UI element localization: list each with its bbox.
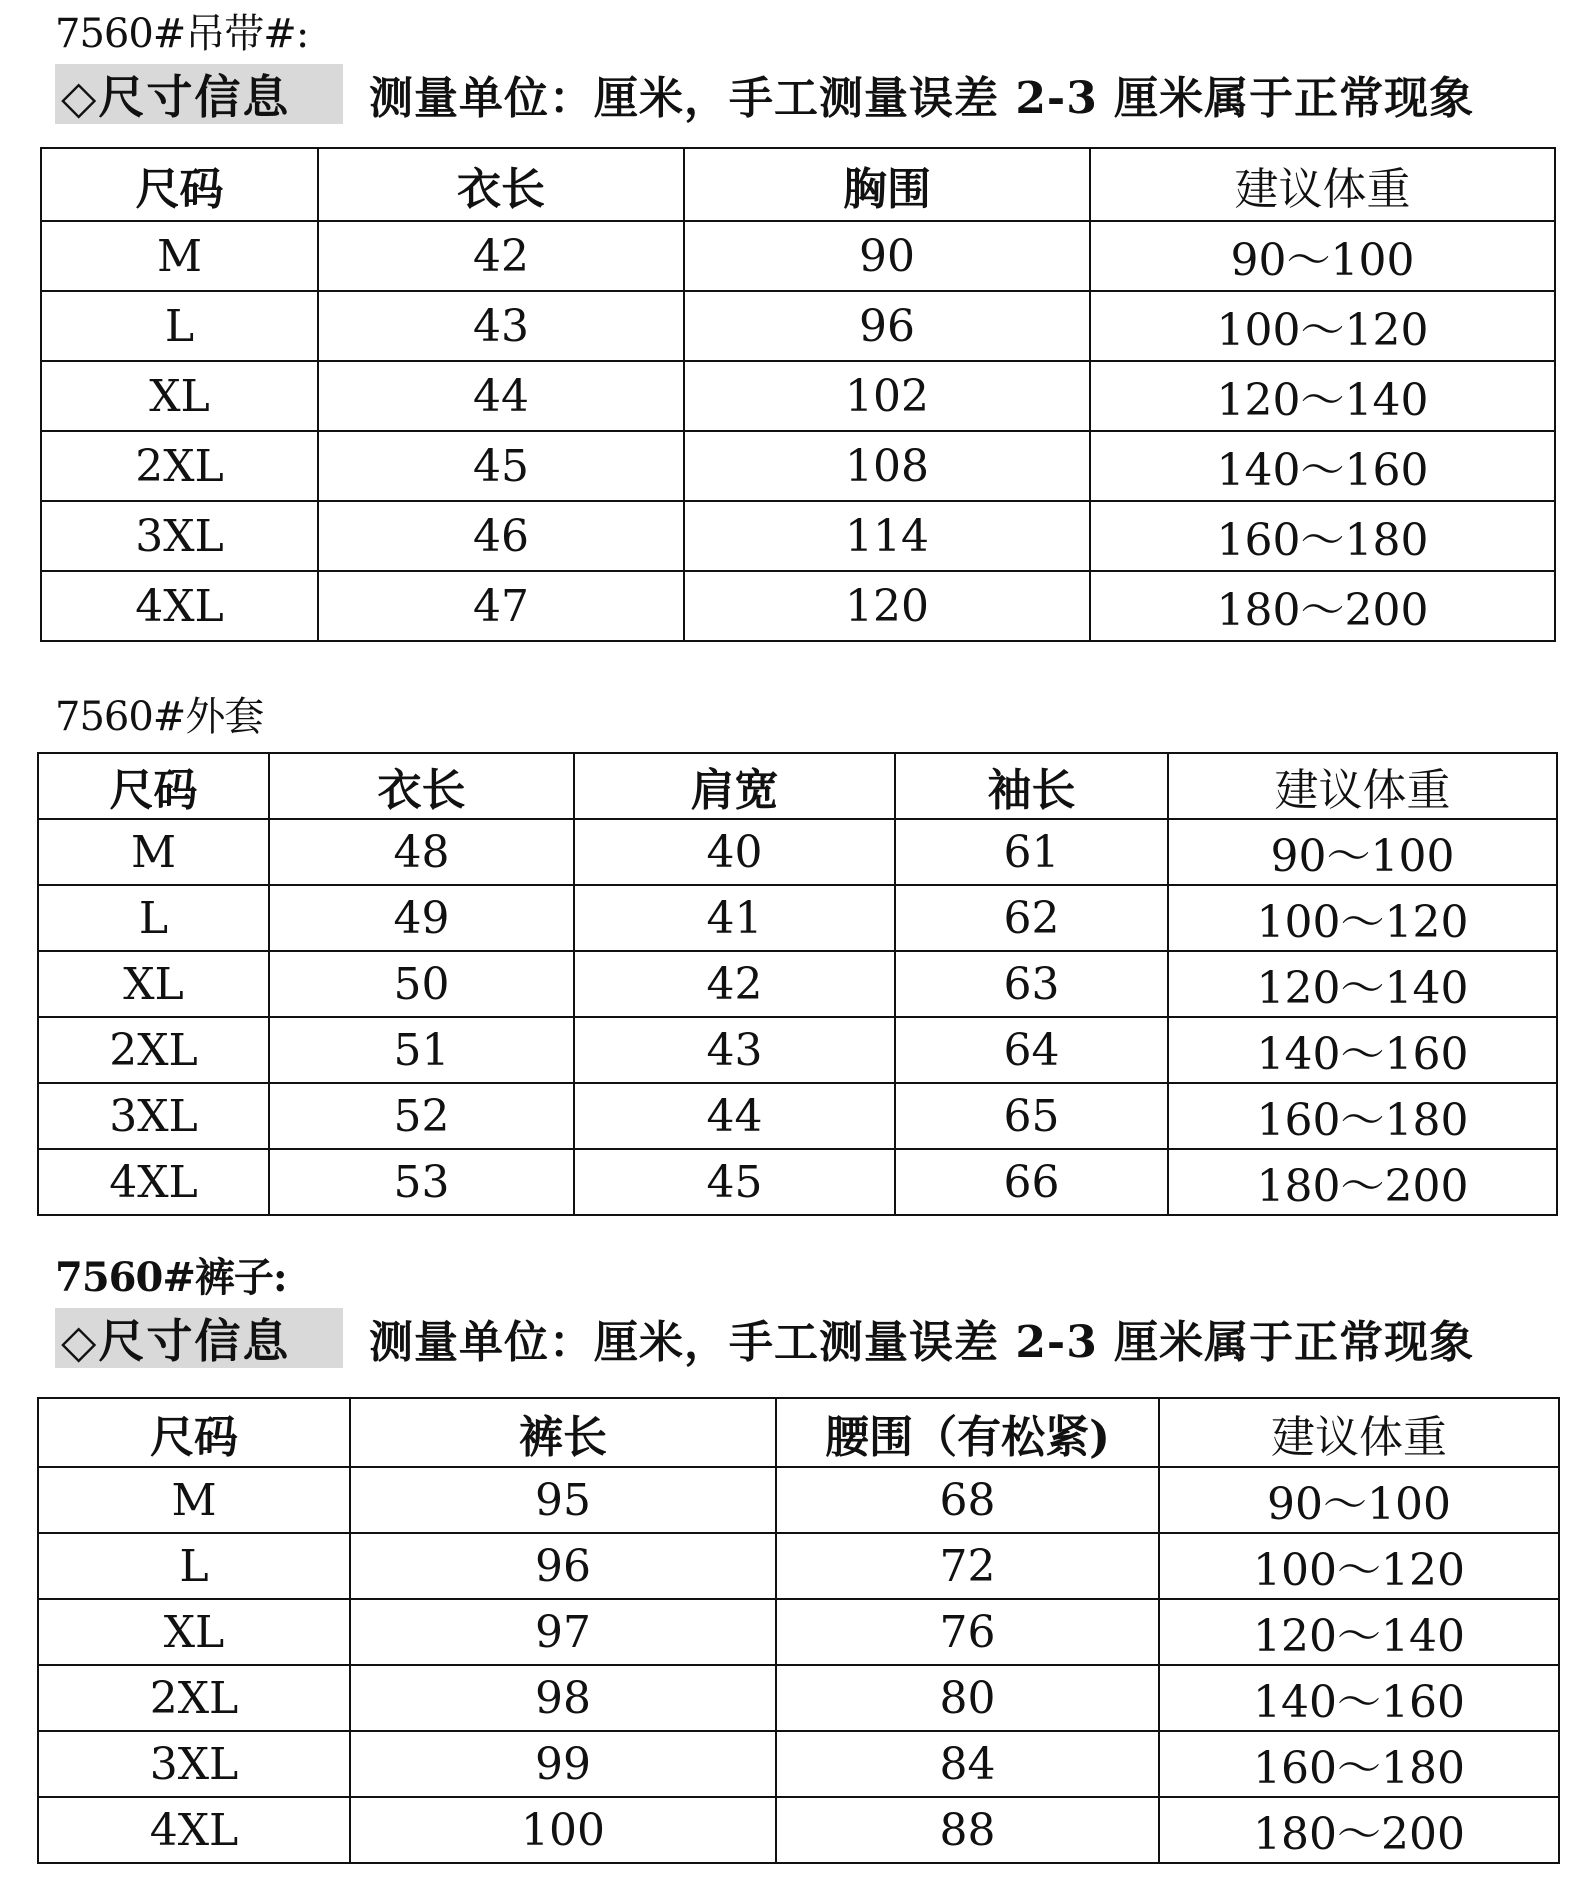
table-cell: 44 <box>574 1083 895 1149</box>
table-cell: 76 <box>776 1599 1159 1665</box>
table-header-row <box>41 148 1555 221</box>
table-cell: 160～180 <box>1159 1731 1559 1797</box>
table-row <box>41 571 1555 641</box>
table-row <box>38 885 1557 951</box>
size-cell: L <box>38 885 269 951</box>
table-cell: 160～180 <box>1090 501 1555 571</box>
table-cell: 100～120 <box>1090 291 1555 361</box>
size-cell: 4XL <box>38 1149 269 1215</box>
table-row <box>38 1533 1559 1599</box>
size-cell: 2XL <box>38 1017 269 1083</box>
column-header: 建议体重 <box>1159 1398 1559 1467</box>
table-cell: 96 <box>350 1533 776 1599</box>
table-cell: 97 <box>350 1599 776 1665</box>
table-cell: 96 <box>684 291 1090 361</box>
table-header-row <box>38 753 1557 819</box>
size-cell: 3XL <box>38 1731 350 1797</box>
size-table-pants <box>37 1397 1560 1864</box>
column-header: 尺码 <box>38 753 269 819</box>
table-cell: 63 <box>895 951 1168 1017</box>
table-cell: 140～160 <box>1168 1017 1557 1083</box>
table-cell: 108 <box>684 431 1090 501</box>
table-cell: 40 <box>574 819 895 885</box>
table-row <box>38 1083 1557 1149</box>
table-cell: 99 <box>350 1731 776 1797</box>
size-cell: 2XL <box>41 431 318 501</box>
table-cell: 80 <box>776 1665 1159 1731</box>
size-cell: M <box>41 221 318 291</box>
table-row <box>38 951 1557 1017</box>
table-cell: 53 <box>269 1149 574 1215</box>
table-cell: 120～140 <box>1168 951 1557 1017</box>
table-cell: 61 <box>895 819 1168 885</box>
table-cell: 48 <box>269 819 574 885</box>
table-cell: 140～160 <box>1090 431 1555 501</box>
column-header: 尺码 <box>41 148 318 221</box>
column-header: 建议体重 <box>1168 753 1557 819</box>
size-cell: L <box>41 291 318 361</box>
table-row <box>38 1665 1559 1731</box>
table-cell: 66 <box>895 1149 1168 1215</box>
size-cell: XL <box>38 1599 350 1665</box>
table-cell: 65 <box>895 1083 1168 1149</box>
section-2-title: 7560#外套 <box>55 694 264 740</box>
section-1-info-note: 测量单位：厘米，手工测量误差 2-3 厘米属于正常现象 <box>369 73 1475 124</box>
table-cell: 45 <box>318 431 684 501</box>
table-cell: 98 <box>350 1665 776 1731</box>
size-cell: L <box>38 1533 350 1599</box>
size-cell: 3XL <box>38 1083 269 1149</box>
size-cell: 4XL <box>38 1797 350 1863</box>
table-cell: 72 <box>776 1533 1159 1599</box>
table-cell: 102 <box>684 361 1090 431</box>
size-cell: M <box>38 1467 350 1533</box>
table-cell: 68 <box>776 1467 1159 1533</box>
section-3-info-row <box>55 1308 1474 1368</box>
table-cell: 52 <box>269 1083 574 1149</box>
table-cell: 43 <box>574 1017 895 1083</box>
table-row <box>38 1017 1557 1083</box>
size-cell: 4XL <box>41 571 318 641</box>
table-row <box>38 1599 1559 1665</box>
size-table-jacket <box>37 752 1558 1216</box>
table-row <box>41 361 1555 431</box>
table-row <box>41 291 1555 361</box>
table-row <box>38 819 1557 885</box>
size-cell: XL <box>41 361 318 431</box>
table-cell: 46 <box>318 501 684 571</box>
table-cell: 41 <box>574 885 895 951</box>
table-cell: 42 <box>318 221 684 291</box>
column-header: 腰围（有松紧) <box>776 1398 1159 1467</box>
column-header: 肩宽 <box>574 753 895 819</box>
table-cell: 180～200 <box>1090 571 1555 641</box>
table-row <box>38 1731 1559 1797</box>
table-row <box>38 1467 1559 1533</box>
table-cell: 90～100 <box>1168 819 1557 885</box>
table-cell: 45 <box>574 1149 895 1215</box>
table-cell: 47 <box>318 571 684 641</box>
column-header: 胸围 <box>684 148 1090 221</box>
table-cell: 100 <box>350 1797 776 1863</box>
table-row <box>38 1149 1557 1215</box>
table-cell: 44 <box>318 361 684 431</box>
table-cell: 160～180 <box>1168 1083 1557 1149</box>
table-cell: 100～120 <box>1159 1533 1559 1599</box>
section-1-info-tag: ◇尺寸信息 <box>55 64 343 124</box>
column-header: 裤长 <box>350 1398 776 1467</box>
table-row <box>41 431 1555 501</box>
section-3-info-note: 测量单位：厘米，手工测量误差 2-3 厘米属于正常现象 <box>369 1317 1475 1368</box>
table-cell: 120 <box>684 571 1090 641</box>
table-cell: 90 <box>684 221 1090 291</box>
table-cell: 62 <box>895 885 1168 951</box>
table-header-row <box>38 1398 1559 1467</box>
table-cell: 84 <box>776 1731 1159 1797</box>
table-cell: 49 <box>269 885 574 951</box>
table-cell: 120～140 <box>1159 1599 1559 1665</box>
table-cell: 95 <box>350 1467 776 1533</box>
table-cell: 100～120 <box>1168 885 1557 951</box>
table-cell: 88 <box>776 1797 1159 1863</box>
column-header: 尺码 <box>38 1398 350 1467</box>
table-row <box>38 1797 1559 1863</box>
column-header: 建议体重 <box>1090 148 1555 221</box>
size-table-camisole <box>40 147 1556 642</box>
size-cell: M <box>38 819 269 885</box>
size-cell: XL <box>38 951 269 1017</box>
column-header: 衣长 <box>318 148 684 221</box>
section-1-info-row <box>55 64 1474 124</box>
table-cell: 120～140 <box>1090 361 1555 431</box>
section-3-title: 7560#裤子: <box>55 1254 287 1301</box>
table-cell: 114 <box>684 501 1090 571</box>
table-row <box>41 221 1555 291</box>
table-cell: 90～100 <box>1159 1467 1559 1533</box>
table-cell: 43 <box>318 291 684 361</box>
table-row <box>41 501 1555 571</box>
table-cell: 180～200 <box>1159 1797 1559 1863</box>
column-header: 袖长 <box>895 753 1168 819</box>
size-cell: 2XL <box>38 1665 350 1731</box>
table-cell: 50 <box>269 951 574 1017</box>
section-1-title: 7560#吊带#: <box>55 11 309 57</box>
size-cell: 3XL <box>41 501 318 571</box>
table-cell: 51 <box>269 1017 574 1083</box>
table-cell: 42 <box>574 951 895 1017</box>
table-cell: 64 <box>895 1017 1168 1083</box>
table-cell: 180～200 <box>1168 1149 1557 1215</box>
section-3-info-tag: ◇尺寸信息 <box>55 1308 343 1368</box>
column-header: 衣长 <box>269 753 574 819</box>
table-cell: 140～160 <box>1159 1665 1559 1731</box>
table-cell: 90～100 <box>1090 221 1555 291</box>
